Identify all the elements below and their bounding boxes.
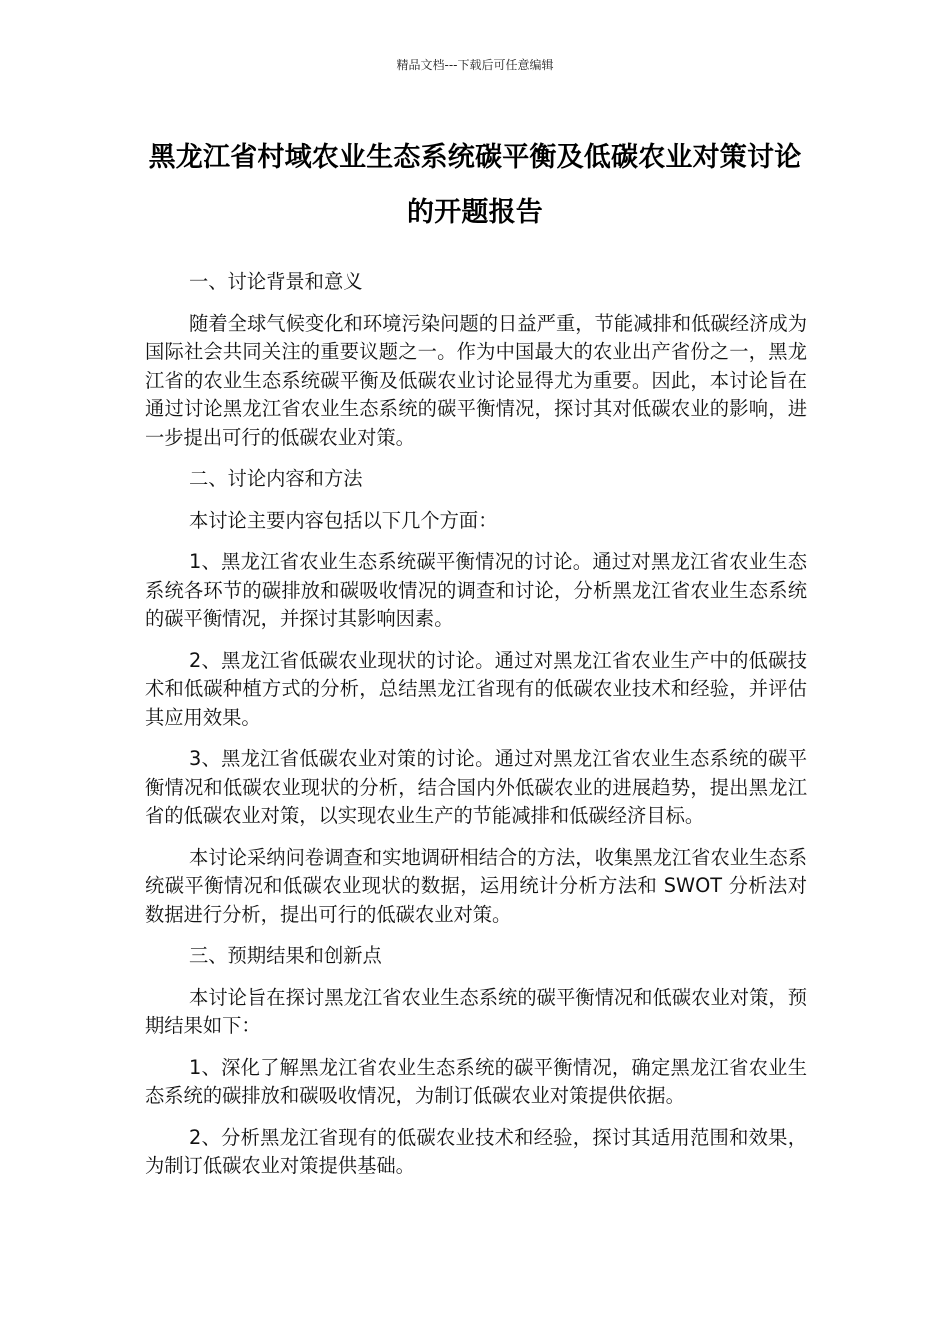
paragraph-content-item-3: 3、黑龙江省低碳农业对策的讨论。通过对黑龙江省农业生态系统的碳平衡情况和低碳农业现状的分析，结合国内外低碳农业的进展趋势，提出黑龙江省的低碳农业对策，以实现农业生产的节能减排和低碳经济目标。 [145,747,807,827]
paragraph-content-item-1: 1、黑龙江省农业生态系统碳平衡情况的讨论。通过对黑龙江省农业生态系统各环节的碳排放和碳吸收情况的调查和讨论，分析黑龙江省农业生态系统的碳平衡情况，并探讨其影响因素。 [145,550,807,630]
paragraph-content-intro: 本讨论主要内容包括以下几个方面： [189,508,498,532]
section-heading-content-methods: 二、讨论内容和方法 [189,467,363,490]
paragraph-background: 随着全球气候变化和环境污染问题的日益严重，节能减排和低碳经济成为国际社会共同关注的重要议题之一。作为中国最大的农业出产省份之一，黑龙江省的农业生态系统碳平衡及低碳农业讨论显得尤为重要。因此，本讨论旨在通过讨论黑龙江省农业生态系统的碳平衡情况，探讨其对低碳农业的影响，进一步提出可行的低碳农业对策。 [145,311,807,449]
paragraph-results-item-2: 2、分析黑龙江省现有的低碳农业技术和经验，探讨其适用范围和效果，为制订低碳农业对策提供基础。 [145,1125,807,1177]
paragraph-content-item-2: 2、黑龙江省低碳农业现状的讨论。通过对黑龙江省农业生产中的低碳技术和低碳种植方式的分析，总结黑龙江省现有的低碳农业技术和经验，并评估其应用效果。 [145,648,807,729]
page-header: 精品文档---下载后可任意编辑 [396,58,554,72]
paragraph-results-intro: 本讨论旨在探讨黑龙江省农业生态系统的碳平衡情况和低碳农业对策，预期结果如下： [145,985,807,1037]
paragraph-results-item-1: 1、深化了解黑龙江省农业生态系统的碳平衡情况，确定黑龙江省农业生态系统的碳排放和碳吸收情况，为制订低碳农业对策提供依据。 [145,1055,807,1107]
section-heading-background: 一、讨论背景和意义 [189,270,363,293]
section-heading-expected-results: 三、预期结果和创新点 [189,944,382,967]
paragraph-methods: 本讨论采纳问卷调查和实地调研相结合的方法，收集黑龙江省农业生态系统碳平衡情况和低碳农业现状的数据，运用统计分析方法和 SWOT 分析法对数据进行分析，提出可行的低碳农业对策。 [145,845,807,926]
document-body [145,268,807,1194]
document-title: 黑龙江省村域农业生态系统碳平衡及低碳农业对策讨论的开题报告 [148,142,802,228]
